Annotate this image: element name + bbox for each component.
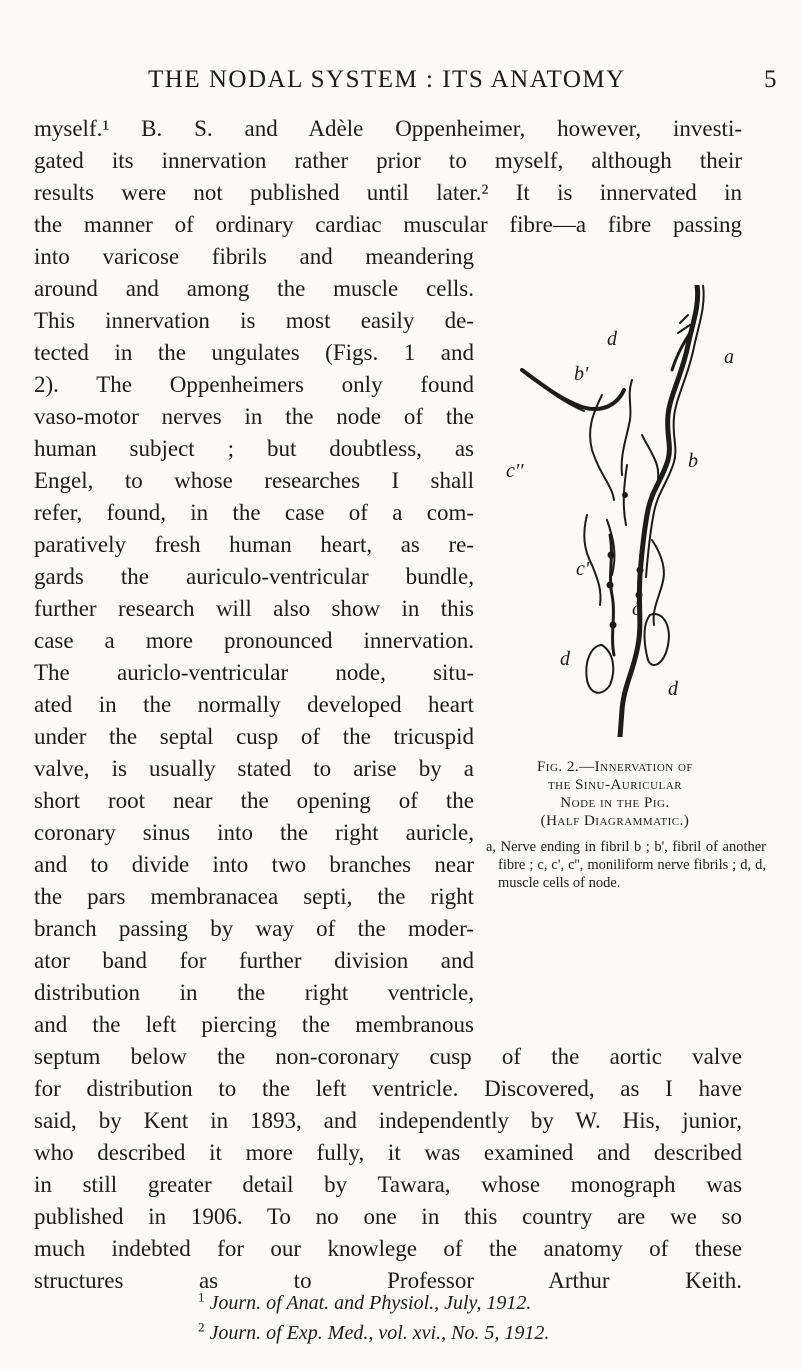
label-a: a	[724, 346, 734, 368]
body-top-block	[34, 113, 742, 241]
text-line: vaso-motor nerves in the node of the	[34, 404, 474, 429]
text-line: for distribution to the left ventricle. Discovered, as I have	[34, 1076, 742, 1101]
text-line: tected in the ungulates (Figs. 1 and	[34, 340, 474, 365]
text-line: branch passing by way of the moder-	[34, 916, 474, 941]
figure-2-diagram	[492, 285, 752, 737]
text-line: around and among the muscle cells.	[34, 276, 474, 301]
footnote-marker: 2	[198, 1319, 205, 1335]
text-line: Engel, to whose researches I shall	[34, 468, 474, 493]
footnotes	[198, 1288, 549, 1348]
label-c: c	[632, 598, 641, 620]
text-line: valve, is usually stated to arise by a	[34, 756, 474, 781]
text-line: further research will also show in this	[34, 596, 474, 621]
caption-line: (Half Diagrammatic.)	[540, 813, 690, 829]
label-d-top: d	[607, 328, 617, 350]
label-b-prime: b'	[574, 363, 589, 385]
text-line: and the left piercing the membranous	[34, 1012, 474, 1037]
caption-line: the Sinu-Auricular	[547, 777, 683, 793]
text-line: refer, found, in the case of a com-	[34, 500, 474, 525]
text-line: in still greater detail by Tawara, whose monograph was	[34, 1172, 742, 1197]
text-line: into varicose fibrils and meandering	[34, 244, 474, 269]
page-number: 5	[764, 66, 778, 93]
text-line: distribution in the right ventricle,	[34, 980, 474, 1005]
text-line: said, by Kent in 1893, and independently by W. His, junior,	[34, 1108, 742, 1133]
label-b: b	[688, 450, 698, 472]
text-line: ated in the normally developed heart	[34, 692, 474, 717]
text-line: under the septal cusp of the tricuspid	[34, 724, 474, 749]
text-line: human subject ; but doubtless, as	[34, 436, 474, 461]
label-c-double-prime: c''	[506, 460, 524, 482]
text-line: who described it more fully, it was examined and described	[34, 1140, 742, 1165]
text-line: myself.¹ B. S. and Adèle Oppenheimer, however, investi-	[34, 116, 742, 141]
text-line-last: structures as to Professor Arthur Keith.	[34, 1268, 742, 1293]
label-d-right: d	[668, 678, 678, 700]
text-line: This innervation is most easily de-	[34, 308, 474, 333]
caption-line: Fig. 2.—Innervation of	[536, 759, 694, 775]
footnote	[198, 1318, 549, 1348]
running-title: THE NODAL SYSTEM : ITS ANATOMY	[148, 66, 626, 93]
text-line: paratively fresh human heart, as re-	[34, 532, 474, 557]
text-line: case a more pronounced innervation.	[34, 628, 474, 653]
text-line: published in 1906. To no one in this country are we so	[34, 1204, 742, 1229]
text-line: gated its innervation rather prior to myself, although their	[34, 148, 742, 173]
text-line: septum below the non-coronary cusp of the aortic valve	[34, 1044, 742, 1069]
label-c-prime: c'	[576, 558, 590, 580]
footnote-marker: 1	[198, 1289, 205, 1305]
label-d-left: d	[560, 648, 570, 670]
text-line: ator band for further division and	[34, 948, 474, 973]
text-line: gards the auriculo-ventricular bundle,	[34, 564, 474, 589]
text-line-italic-term: The auriclo-ventricular node, situ-	[34, 660, 474, 685]
figure-caption	[480, 758, 750, 830]
text-line: coronary sinus into the right auricle,	[34, 820, 474, 845]
text-line: the pars membranacea septi, the right	[34, 884, 474, 909]
footnote	[198, 1288, 549, 1318]
text-line: results were not published until later.² It is innervated in	[34, 180, 742, 205]
text-line: short root near the opening of the	[34, 788, 474, 813]
figure-legend: a, Nerve ending in fibril b ; b', fibril of another fibre ; c, c', c'', moniliform nerve fibrils ; d, d, muscle cells of node.	[486, 839, 766, 891]
footnote-text: Journ. of Exp. Med., vol. xvi., No. 5, 1912.	[209, 1322, 550, 1344]
body-bottom-block	[34, 1041, 742, 1297]
text-line: and to divide into two branches near	[34, 852, 474, 877]
text-line: 2). The Oppenheimers only found	[34, 372, 474, 397]
nerve-fibril-illustration	[492, 285, 752, 737]
text-line: the manner of ordinary cardiac muscular fibre—a fibre passing	[34, 212, 742, 237]
footnote-text: Journ. of Anat. and Physiol., July, 1912.	[209, 1292, 532, 1314]
caption-line: Node in the Pig.	[560, 795, 670, 811]
text-line: much indebted for our knowlege of the anatomy of these	[34, 1236, 742, 1261]
